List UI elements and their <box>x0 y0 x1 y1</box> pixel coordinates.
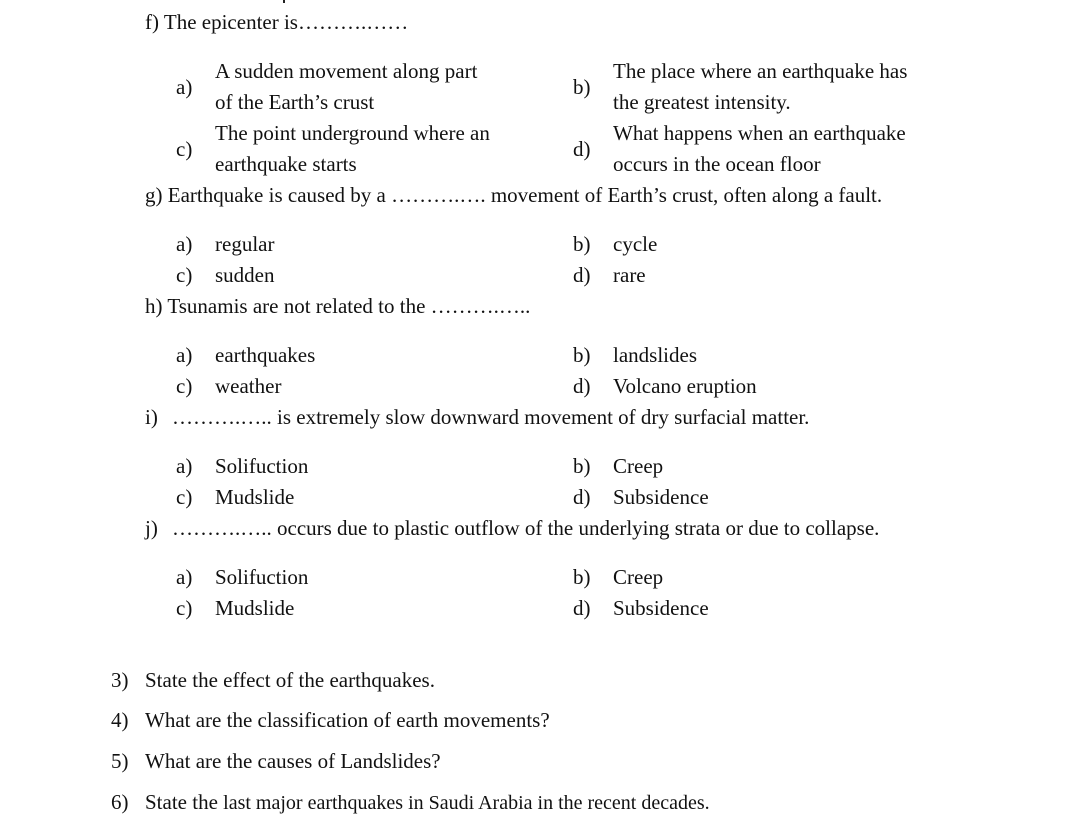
option-letter: a) <box>176 343 193 367</box>
option-text: earthquakes <box>215 343 316 367</box>
option-text: weather <box>215 374 282 398</box>
question-text-main: State the <box>145 790 218 814</box>
option-letter: c) <box>176 263 193 287</box>
option-text: Creep <box>613 454 664 478</box>
question-stem: Tsunamis are not related to the ……….….. <box>167 294 531 318</box>
numbered-question-text: What are the causes of Landslides? <box>145 749 441 773</box>
option-letter: c) <box>176 485 193 509</box>
option-text: cycle <box>613 232 658 256</box>
question-label: h) <box>145 294 163 318</box>
option-text: Solifuction <box>215 454 309 478</box>
question-f <box>145 9 408 35</box>
option-text: Solifuction <box>215 565 309 589</box>
numbered-question-number: 3) <box>111 668 129 692</box>
option-letter: b) <box>573 343 591 367</box>
option-letter: d) <box>573 263 591 287</box>
option-text: Creep <box>613 565 664 589</box>
option-letter: d) <box>573 374 591 398</box>
option-text: Mudslide <box>215 596 295 620</box>
option-letter: a) <box>176 75 193 99</box>
question-i-label: i) <box>145 405 158 429</box>
option-text-line: of the Earth’s crust <box>215 90 375 114</box>
option-letter: b) <box>573 232 591 256</box>
option-text: Volcano eruption <box>613 374 757 398</box>
option-letter: c) <box>176 137 193 161</box>
option-letter: a) <box>176 565 193 589</box>
question-text-small: last major earthquakes in Saudi Arabia in the recent decades. <box>223 792 710 814</box>
option-text: regular <box>215 232 275 256</box>
question-g <box>145 182 882 208</box>
question-label: f) <box>145 10 159 34</box>
option-text-line: the greatest intensity. <box>613 90 791 114</box>
option-text-line: occurs in the ocean floor <box>613 152 821 176</box>
numbered-question-number: 5) <box>111 749 129 773</box>
question-j-stem: ……….….. occurs due to plastic outflow of the underlying strata or due to collapse. <box>172 516 880 540</box>
question-stem: Earthquake is caused by a ……….…. movement of Earth’s crust, often along a fault. <box>167 183 883 207</box>
question-j-label: j) <box>145 516 158 540</box>
option-letter: a) <box>176 232 193 256</box>
option-letter: c) <box>176 596 193 620</box>
option-text: Mudslide <box>215 485 295 509</box>
option-letter: b) <box>573 75 591 99</box>
option-letter: b) <box>573 454 591 478</box>
question-stem: The epicenter is……….…… <box>163 10 409 34</box>
option-text: landslides <box>613 343 697 367</box>
option-text: Subsidence <box>613 485 709 509</box>
option-text-line: A sudden movement along part <box>215 59 478 83</box>
numbered-question-number: 4) <box>111 708 129 732</box>
option-text: sudden <box>215 263 275 287</box>
cropped-text-fragment <box>283 0 285 3</box>
option-text-line: The place where an earthquake has <box>613 59 908 83</box>
option-text-line: earthquake starts <box>215 152 357 176</box>
option-letter: d) <box>573 137 591 161</box>
question-label: g) <box>145 183 163 207</box>
option-text-line: The point underground where an <box>215 121 490 145</box>
numbered-question-number: 6) <box>111 790 129 814</box>
numbered-question-text: What are the classification of earth movements? <box>145 708 550 732</box>
option-text: Subsidence <box>613 596 709 620</box>
question-h <box>145 293 530 319</box>
option-text: rare <box>613 263 646 287</box>
question-i-stem: ……….….. is extremely slow downward movement of dry surfacial matter. <box>172 405 810 429</box>
option-text-line: What happens when an earthquake <box>613 121 906 145</box>
option-letter: d) <box>573 596 591 620</box>
numbered-question-text <box>145 789 710 816</box>
option-letter: c) <box>176 374 193 398</box>
option-letter: a) <box>176 454 193 478</box>
option-letter: b) <box>573 565 591 589</box>
numbered-question-text: State the effect of the earthquakes. <box>145 668 435 692</box>
option-letter: d) <box>573 485 591 509</box>
